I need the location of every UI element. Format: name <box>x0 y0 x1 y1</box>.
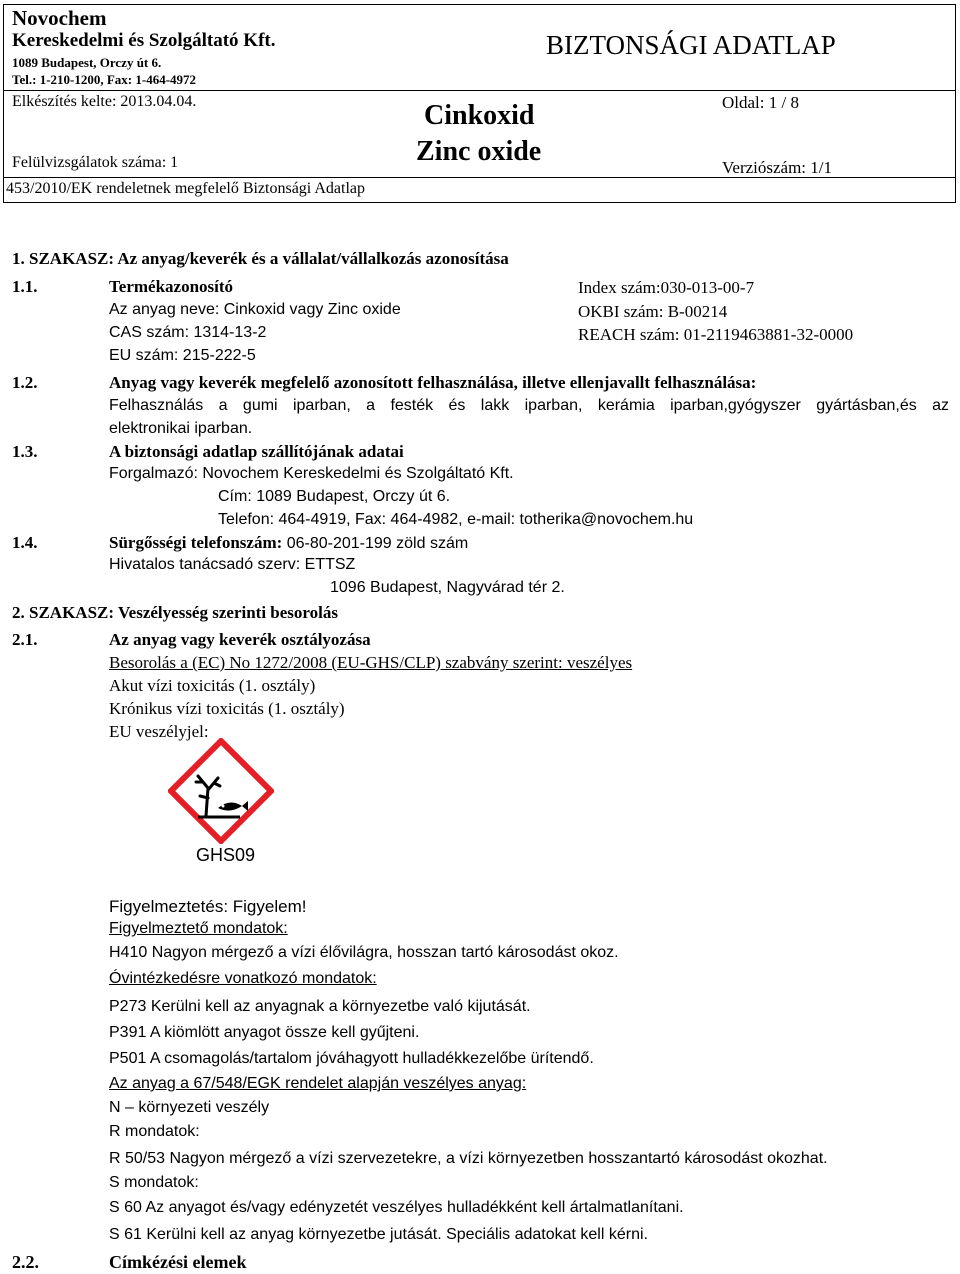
precautionary-p273: P273 Kerülni kell az anyagnak a környezetbe való kijutását. <box>109 998 531 1015</box>
hazard-symbol-n: N – környezeti veszély <box>109 1099 270 1116</box>
emergency-phone <box>109 533 468 553</box>
product-name-en: Zinc oxide <box>416 136 542 167</box>
s12-heading: Anyag vagy keverék megfelelő azonosított felhasználása, illetve ellenjavallt felhasználása: <box>109 373 757 392</box>
version-number: Verziószám: 1/1 <box>722 158 832 177</box>
pictogram-label: EU veszélyjel: <box>109 722 209 741</box>
advisory-body: Hivatalos tanácsadó szerv: ETTSZ <box>109 556 356 573</box>
s13-heading: A biztonsági adatlap szállítójának adatai <box>109 442 404 461</box>
company-address: 1089 Budapest, Orczy út 6. <box>12 55 162 70</box>
s14-heading: Sürgősségi telefonszám: <box>109 533 283 552</box>
use-description: Felhasználás a gumi iparban, a festék és lakk iparban, kerámia iparban,gyógyszer gyártásban,és az <box>109 397 949 414</box>
s11-heading: Termékazonosító <box>109 277 234 296</box>
revision-count: Felülvizsgálatok száma: 1 <box>12 154 179 171</box>
section2-title: 2. SZAKASZ: Veszélyesség szerinti besorolás <box>12 603 338 622</box>
classification: Besorolás a (EC) No 1272/2008 (EU-GHS/CLP) szabvány szerint: veszélyes <box>109 653 633 672</box>
reach-number: REACH szám: 01-2119463881-32-0000 <box>578 325 854 344</box>
hazard-statement-h410: H410 Nagyon mérgező a vízi élővilágra, hosszan tartó károsodást okoz. <box>109 944 619 961</box>
s14-number: 1.4. <box>12 533 38 552</box>
precautionary-p391: P391 A kiömlött anyagot össze kell gyűjteni. <box>109 1024 420 1041</box>
use-description-cont: elektronikai iparban. <box>109 420 253 437</box>
product-name-hu: Cinkoxid <box>424 100 535 131</box>
created-date: Elkészítés kelte: 2013.04.04. <box>12 93 197 110</box>
s21-heading: Az anyag vagy keverék osztályozása <box>109 630 371 649</box>
hazard-statements-heading: Figyelmeztető mondatok: <box>109 920 288 937</box>
page-number: Oldal: 1 / 8 <box>722 93 799 112</box>
advisory-address: 1096 Budapest, Nagyvárad tér 2. <box>330 579 565 596</box>
precautionary-p501: P501 A csomagolás/tartalom jóváhagyott hulladékkezelőbe ürítendő. <box>109 1050 594 1067</box>
s-phrase-60: S 60 Az anyagot és/vagy edényzetét veszélyes hulladékként kell ártalmatlanítani. <box>109 1199 684 1216</box>
index-number: Index szám:030-013-00-7 <box>578 278 755 297</box>
eu-number: EU szám: 215-222-5 <box>109 347 256 364</box>
environment-hazard-icon <box>168 738 274 844</box>
s-phrases-heading: S mondatok: <box>109 1174 199 1191</box>
company-phone-fax: Tel.: 1-210-1200, Fax: 1-464-4972 <box>12 72 197 87</box>
s22-number: 2.2. <box>12 1252 39 1272</box>
company-name: Novochem <box>12 6 107 30</box>
s22-heading: Címkézési elemek <box>109 1252 247 1272</box>
directive-heading: Az anyag a 67/548/EGK rendelet alapján veszélyes anyag: <box>109 1075 527 1092</box>
s11-number: 1.1. <box>12 277 38 296</box>
s21-number: 2.1. <box>12 630 38 649</box>
emergency-number: 06-80-201-199 zöld szám <box>282 535 469 552</box>
section1-title: 1. SZAKASZ: Az anyag/keverék és a vállalat/vállalkozás azonosítása <box>12 249 509 268</box>
substance-name: Az anyag neve: Cinkoxid vagy Zinc oxide <box>109 301 401 318</box>
pictogram-code: GHS09 <box>196 845 256 865</box>
distributor: Forgalmazó: Novochem Kereskedelmi és Szolgáltató Kft. <box>109 465 514 482</box>
r-phrases-heading: R mondatok: <box>109 1123 200 1140</box>
s-phrase-61: S 61 Kerülni kell az anyag környezetbe jutását. Speciális adatokat kell kérni. <box>109 1226 648 1243</box>
distributor-phone: Telefon: 464-4919, Fax: 464-4982, e-mail: totherika@novochem.hu <box>218 511 694 528</box>
s13-number: 1.3. <box>12 442 38 461</box>
acute-toxicity: Akut vízi toxicitás (1. osztály) <box>109 676 316 695</box>
document-title: BIZTONSÁGI ADATLAP <box>546 30 836 60</box>
chronic-toxicity: Krónikus vízi toxicitás (1. osztály) <box>109 699 345 718</box>
cas-number: CAS szám: 1314-13-2 <box>109 324 267 341</box>
okbi-number: OKBI szám: B-00214 <box>578 302 728 321</box>
regulation-note: 453/2010/EK rendeletnek megfelelő Biztonsági Adatlap <box>6 180 366 197</box>
distributor-address: Cím: 1089 Budapest, Orczy út 6. <box>218 488 451 505</box>
header-divider <box>3 90 956 91</box>
r-phrase-5053: R 50/53 Nagyon mérgező a vízi szervezetekre, a vízi környezetben hosszantartó károsodást okozhat. <box>109 1150 828 1167</box>
precautionary-heading: Óvintézkedésre vonatkozó mondatok: <box>109 970 377 987</box>
signal-word: Figyelmeztetés: Figyelem! <box>109 897 307 916</box>
company-full-name: Kereskedelmi és Szolgáltató Kft. <box>12 30 276 51</box>
s12-number: 1.2. <box>12 373 38 392</box>
